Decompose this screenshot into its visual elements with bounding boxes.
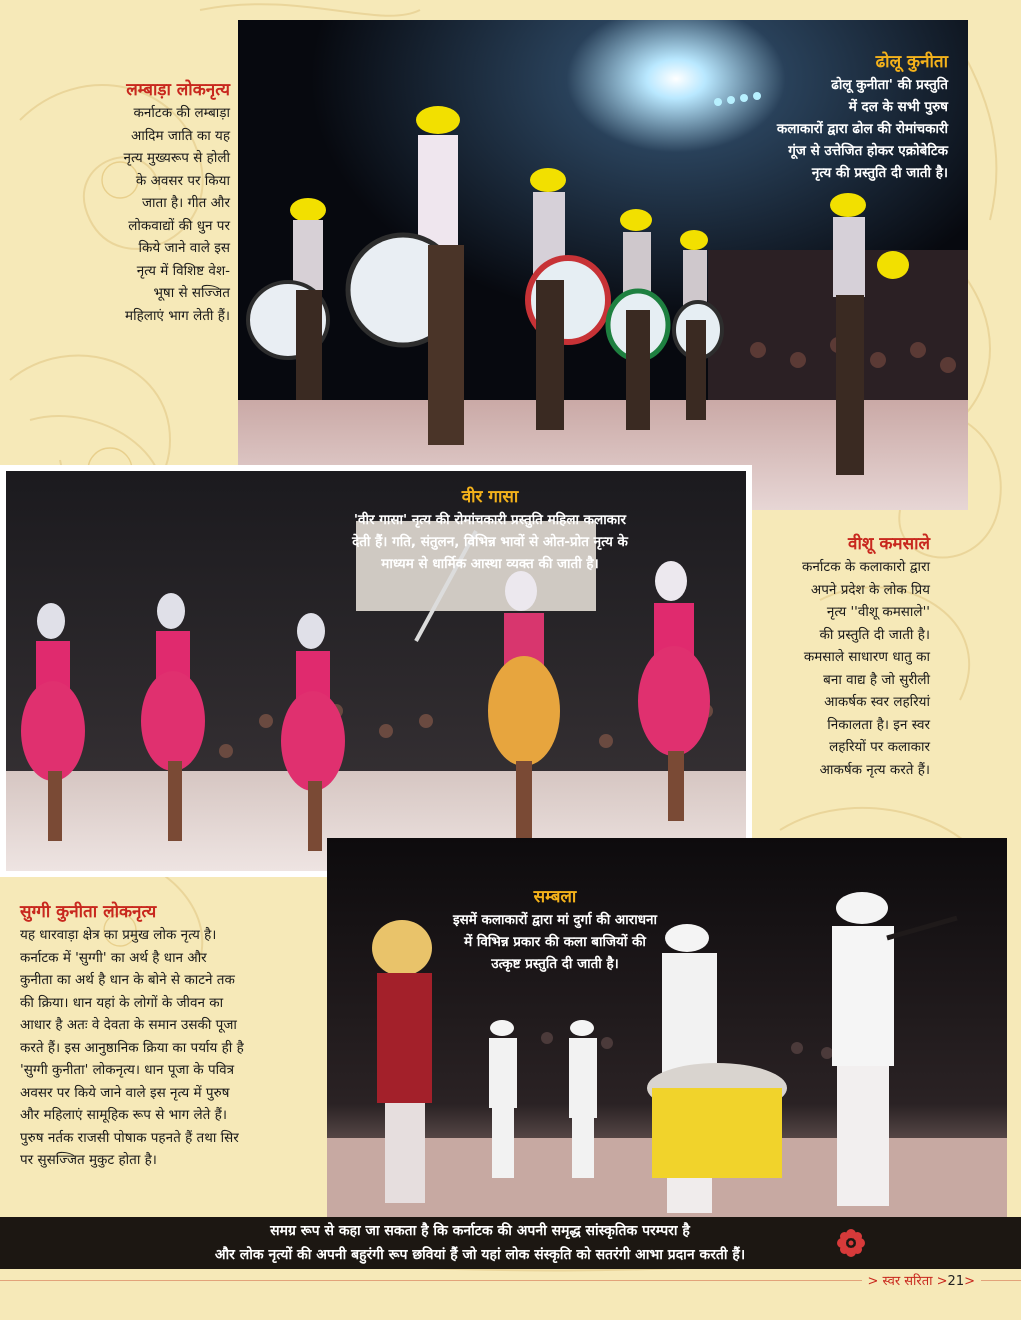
lambada-title: लम्बाड़ा लोकनृत्य [126, 80, 230, 100]
veer-gasa-caption [250, 485, 730, 575]
suggi-title: सुग्गी कुनीता लोकनृत्य [20, 902, 157, 922]
dholu-kunita-title: ढोलू कुनीता [875, 52, 948, 72]
veeshu-section [762, 532, 930, 781]
lambada-text: कर्नाटक की लम्बाड़ा आदिम जाति का यह नृत्य मुख्यरूप से होली के अवसर पर किया जाता है। गीत और लोकवाद्यों की धुन पर किये जाने वाले इस नृत्य में विशिष्ट वेश- भूषा से सज्जित महिलाएं भाग लेती हैं। [123, 105, 230, 324]
sambala-title: सम्बला [533, 887, 577, 907]
veer-gasa-title: वीर गासा [461, 487, 519, 507]
magazine-name: स्वर सरिता [882, 1274, 933, 1289]
veer-gasa-text: 'वीर गासा' नृत्य की रोमांचकारी प्रस्तुति महिला कलाकार देती हैं। गति, संतुलन, विभिन्न भावों से ओत-प्रोत नृत्य के माध्यम से धार्मिक आस्था व्यक्त की जाती है। [352, 512, 628, 572]
veeshu-text: कर्नाटक के कलाकारो द्वारा अपने प्रदेश के लोक प्रिय नृत्य ''वीशू कमसाले'' की प्रस्तुति दी जाती है। कमसाले साधारण धातु का बना वाद्य है जो सुरीली आकर्षक स्वर लहरियां निकालता है। इन स्वर लहरियों पर कलाकार आकर्षक नृत्य करते हैं। [802, 559, 930, 778]
dholu-kunita-caption [640, 50, 948, 184]
conclusion-band [0, 1217, 1021, 1269]
veeshu-title: वीशू कमसाले [848, 534, 930, 554]
page-folio: > स्वर सरिता >21> [862, 1271, 982, 1289]
flower-icon [836, 1228, 866, 1258]
lambada-section [20, 78, 230, 327]
sambala-text: इसमें कलाकारों द्वारा मां दुर्गा की आराधना में विभिन्न प्रकार की कला बाजियों की उत्कृष्ट प्रस्तुति दी जाती है। [452, 912, 657, 972]
page-number: 21 [947, 1274, 965, 1289]
suggi-section [20, 900, 320, 1172]
sambala-caption [395, 885, 715, 975]
dholu-kunita-text: ढोलू कुनीता' की प्रस्तुति में दल के सभी पुरुष कलाकारों द्वारा ढोल की रोमांचकारी गूंज से उत्तेजित होकर एक्रोबेटिक नृत्य की प्रस्तुति दी जाती है। [776, 77, 948, 181]
conclusion-text: समग्र रूप से कहा जा सकता है कि कर्नाटक की अपनी समृद्ध सांस्कृतिक परम्परा है और लोक नृत्यों की अपनी बहुरंगी रूप छवियां हैं जो यहां लोक संस्कृति को सतरंगी आभा प्रदान करती हैं। [214, 1223, 746, 1263]
suggi-text: यह धारवाड़ा क्षेत्र का प्रमुख लोक नृत्य है। कर्नाटक में 'सुग्गी' का अर्थ है धान और कुनीता का अर्थ है धान के बोने से काटने तक की क्रिया। धान यहां के लोगों के जीवन का आधार है अतः वे देवता के समान उसकी पूजा करते हैं। इस आनुष्ठानिक क्रिया का पर्याय ही है 'सुग्गी कुनीता' लोकनृत्य। धान पूजा के पवित्र अवसर पर किये जाने वाले इस नृत्य में पुरुष और महिलाएं सामूहिक रूप से भाग लेते हैं। पुरुष नर्तक राजसी पोषाक पहनते हैं तथा सिर पर सुसज्जित मुकुट होता है। [20, 927, 244, 1168]
